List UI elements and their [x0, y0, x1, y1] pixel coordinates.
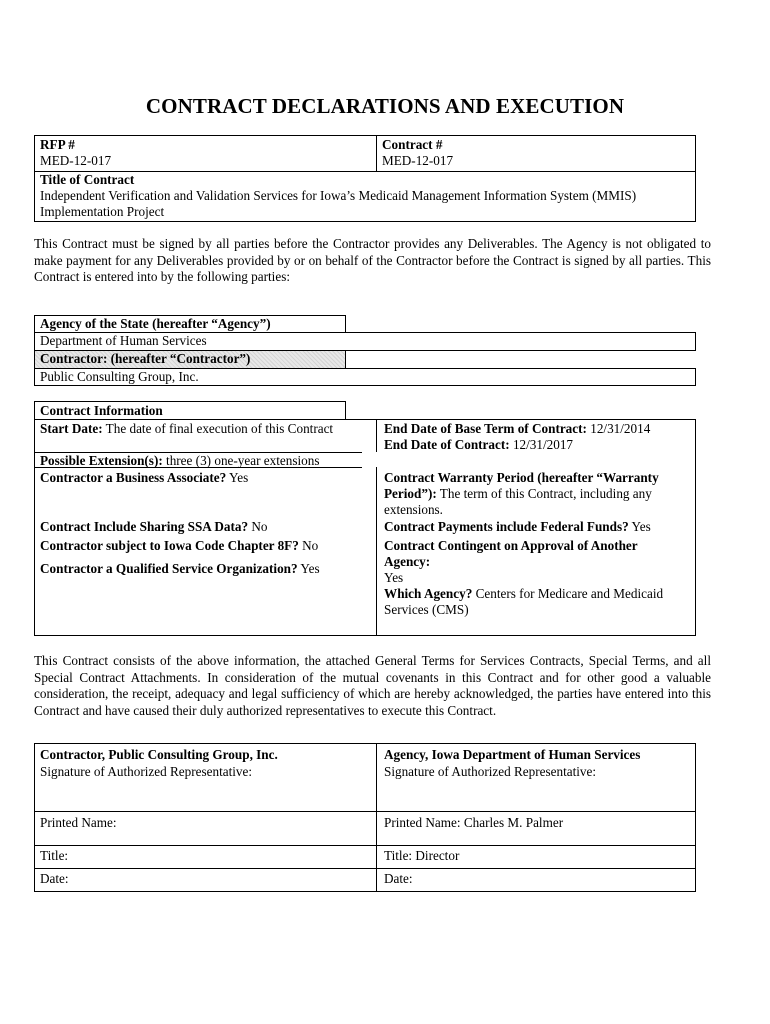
contractor-printed-name-field[interactable]: Printed Name: — [40, 815, 117, 830]
agency-signature-header: Agency, Iowa Department of Human Services — [384, 747, 641, 762]
federal-funds-value: Yes — [628, 519, 651, 534]
warranty-period — [384, 470, 689, 518]
contract-number-label: Contract # — [382, 137, 443, 152]
contractor-signature-field[interactable]: Signature of Authorized Representative: — [40, 764, 253, 779]
qualified-service-org-value: Yes — [297, 561, 320, 576]
agency-date-field[interactable]: Date: — [384, 871, 413, 886]
which-agency-value: Centers for Medicare and Medicaid Services (CMS) — [384, 586, 664, 617]
which-agency — [384, 586, 689, 618]
agency-label: Agency of the State (hereafter “Agency”) — [40, 316, 271, 331]
end-base-term — [384, 421, 650, 437]
contractor-value: Public Consulting Group, Inc. — [40, 369, 199, 384]
iowa-code-8f — [40, 538, 318, 554]
federal-funds-label: Contract Payments include Federal Funds? — [384, 519, 629, 534]
business-associate-label: Contractor a Business Associate? — [40, 470, 227, 485]
contractor-label: Contractor: (hereafter “Contractor”) — [40, 351, 251, 366]
iowa-code-8f-label: Contractor subject to Iowa Code Chapter 8F? — [40, 538, 299, 553]
ssa-data — [40, 519, 268, 535]
warranty-period-label: Contract Warranty Period (hereafter “Warranty Period”): — [384, 470, 659, 501]
contractor-signature-header: Contractor, Public Consulting Group, Inc. — [40, 747, 278, 762]
iowa-code-8f-value: No — [298, 538, 319, 553]
contract-info-divider-bottom — [376, 467, 377, 636]
contingent-approval-value: Yes — [384, 570, 404, 585]
ssa-data-label: Contract Include Sharing SSA Data? — [40, 519, 249, 534]
intro-paragraph: This Contract must be signed by all parties before the Contractor provides any Deliverables. The Agency is not obligated to make payment for any Deliverables provided by or on behalf of the Contractor before the Contract is signed by all parties. This Contract is entered into by the following parties: — [34, 236, 711, 284]
end-base-term-label: End Date of Base Term of Contract: — [384, 421, 587, 436]
qualified-service-org — [40, 561, 320, 577]
end-date-value: 12/31/2017 — [509, 437, 574, 452]
signature-row-line-1 — [34, 811, 696, 812]
possible-extensions — [40, 453, 319, 469]
rfp-label: RFP # — [40, 137, 75, 152]
rfp-divider — [376, 135, 377, 172]
agency-value: Department of Human Services — [40, 333, 207, 348]
signature-row-line-2 — [34, 845, 696, 846]
contingent-approval-label: Contract Contingent on Approval of Another Agency: — [384, 538, 638, 569]
federal-funds — [384, 519, 651, 535]
consideration-paragraph: This Contract consists of the above information, the attached General Terms for Services Contracts, Special Terms, and all Special Contract Attachments. In consideration of the mutual covenants in this Contract and for other good a valuable consideration, the receipt, adequacy and legal sufficiency of which are hereby acknowledged, the parties have entered into this Contract and have caused their duly authorized representatives to execute this Contract. — [34, 653, 711, 718]
which-agency-label: Which Agency? — [384, 586, 473, 601]
start-date-label: Start Date: — [40, 421, 103, 436]
rfp-value: MED-12-017 — [40, 153, 112, 168]
signature-row-line-3 — [34, 868, 696, 869]
possible-extensions-value: three (3) one-year extensions — [162, 453, 320, 468]
ssa-data-value: No — [248, 519, 268, 534]
contract-title-line2: Implementation Project — [40, 204, 165, 219]
warranty-period-value: The term of this Contract, including any extensions. — [384, 486, 652, 517]
contract-info-divider-top — [376, 419, 377, 452]
agency-printed-name-field[interactable]: Printed Name: Charles M. Palmer — [384, 815, 564, 830]
signature-divider — [376, 743, 377, 892]
business-associate-value: Yes — [226, 470, 249, 485]
contract-title-label: Title of Contract — [40, 172, 135, 187]
qualified-service-org-label: Contractor a Qualified Service Organization? — [40, 561, 298, 576]
start-date-value: The date of final execution of this Contract — [102, 421, 334, 436]
agency-title-field[interactable]: Title: Director — [384, 848, 460, 863]
contract-title-line1: Independent Verification and Validation Services for Iowa’s Medicaid Management Information System (MMIS) — [40, 188, 637, 203]
agency-signature-field[interactable]: Signature of Authorized Representative: — [384, 764, 597, 779]
document-title: CONTRACT DECLARATIONS AND EXECUTION — [145, 94, 625, 118]
contract-info-header: Contract Information — [40, 403, 163, 418]
contractor-title-field[interactable]: Title: — [40, 848, 69, 863]
start-date — [40, 421, 333, 437]
end-date-label: End Date of Contract: — [384, 437, 510, 452]
end-base-term-value: 12/31/2014 — [586, 421, 651, 436]
end-date — [384, 437, 573, 453]
business-associate — [40, 470, 248, 486]
contractor-date-field[interactable]: Date: — [40, 871, 69, 886]
contract-number-value: MED-12-017 — [382, 153, 454, 168]
possible-extensions-label: Possible Extension(s): — [40, 453, 163, 468]
